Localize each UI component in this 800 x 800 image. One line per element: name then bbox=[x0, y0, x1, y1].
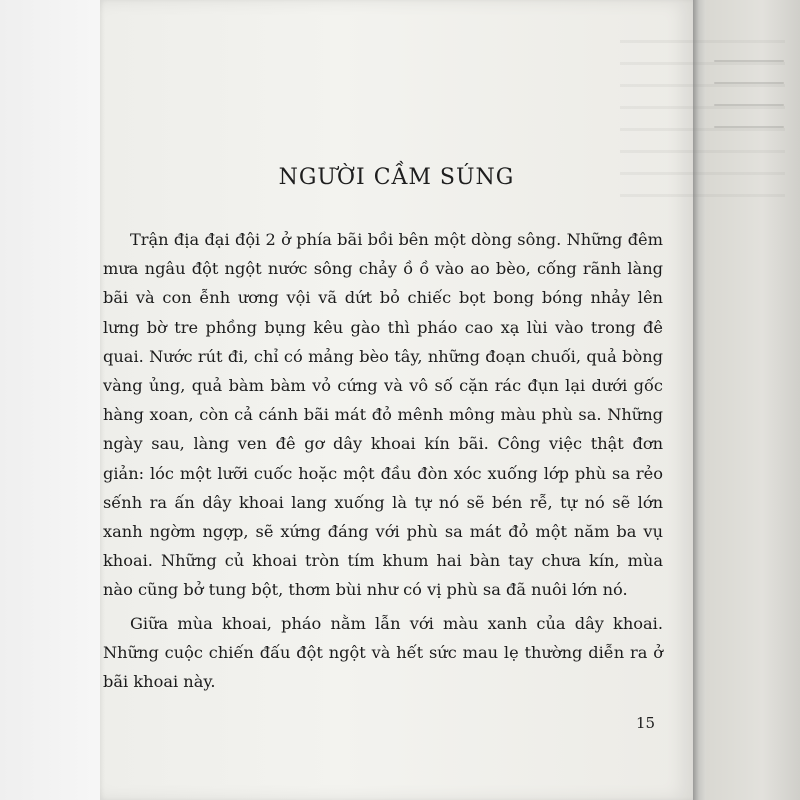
paragraph: Giữa mùa khoai, pháo nằm lẫn với màu xanh của dây khoai. Những cuộc chiến đấu đột ngột và hết sức mau lẹ thường diễn ra ở bãi khoai này. bbox=[103, 613, 663, 692]
paragraph: Trận địa đại đội 2 ở phía bãi bồi bên một dòng sông. Những đêm mưa ngâu đột ngột nước sông chảy ồ ồ vào ao bèo, cống rãnh làng bãi và con ễnh ương vội vã dứt bỏ chiếc bọt bong bóng nhảy lên lưng bờ tre phồng bụng kêu gào thì pháo cao xạ lùi vào trong đê quai. Nước rút đi, chỉ có mảng bèo tây, những đoạn chuối, quả bòng vàng ủng, quả bàm bàm vỏ cứng và vô số cặn rác đụn lại dưới gốc hàng xoan, còn cả cánh bãi mát đỏ mênh mông màu phù sa. Những ngày sau, làng ven đê gơ dây khoai kín bãi. Công việc thật đơn giản: lóc một lưỡi cuốc hoặc một đầu đòn xóc xuống lớp phù sa rẻo sếnh ra ấn dây khoai lang xuống là tự nó sẽ bén rễ, tự nó sẽ lớn xanh ngờm ngợp, sẽ xứng đáng với phù sa mát đỏ một năm ba vụ khoai. Những củ khoai tròn tím khum hai bàn tay chưa kín, mùa nào cũng bở tung bột, thơm bùi như có vị phù sa đã nuôi lớn nó. bbox=[103, 230, 663, 600]
chapter-title: NGƯỜI CẦM SÚNG bbox=[278, 165, 515, 190]
page-number: 15 bbox=[636, 714, 656, 732]
body-text bbox=[103, 225, 663, 696]
